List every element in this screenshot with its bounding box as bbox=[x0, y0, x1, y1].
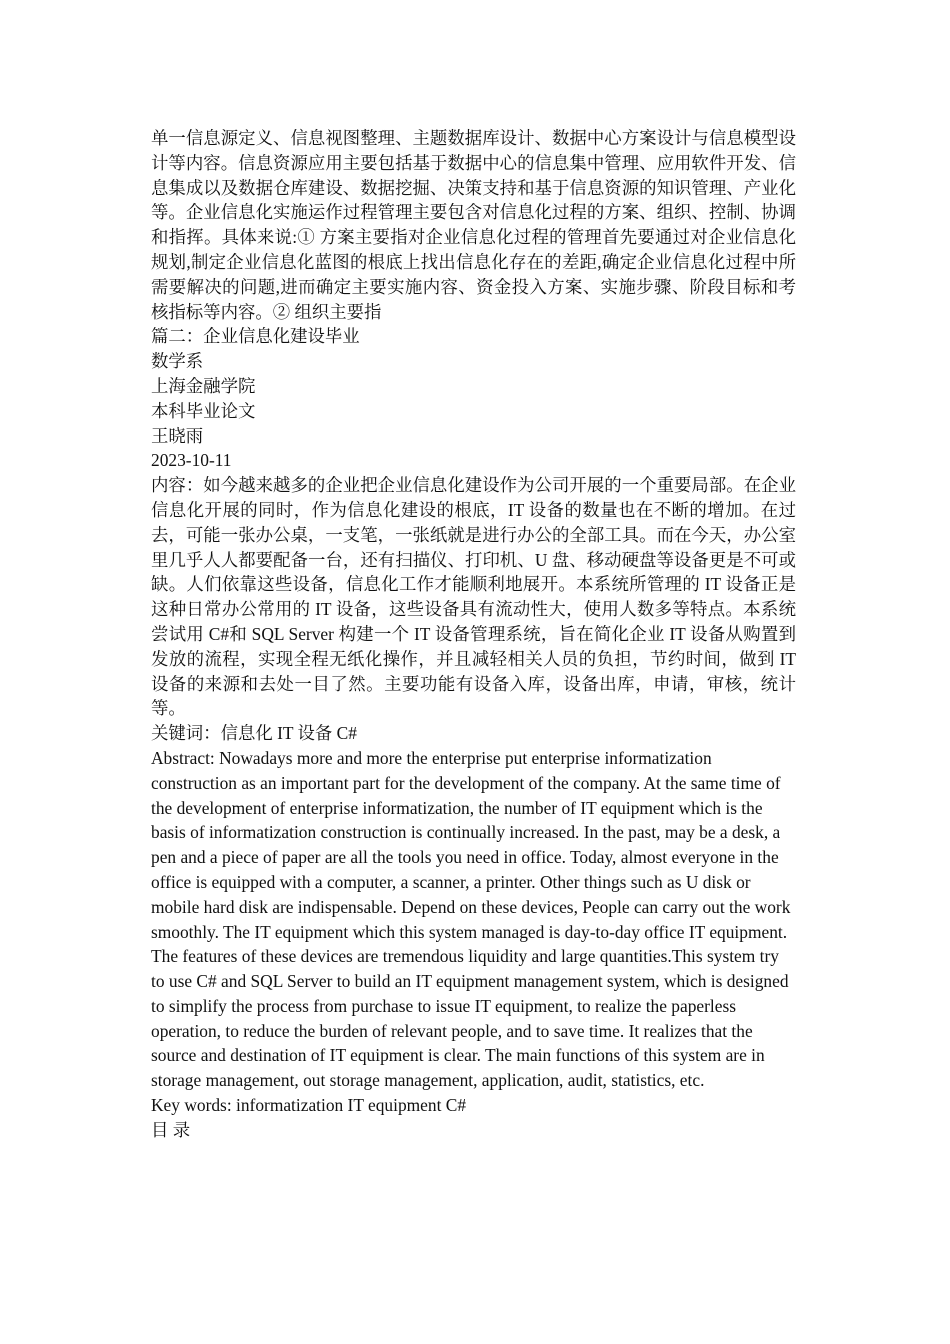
keywords-chinese: 关键词：信息化 IT 设备 C# bbox=[151, 723, 357, 744]
toc-heading: 目 录 bbox=[151, 1119, 191, 1140]
section-title: 篇二：企业信息化建设毕业 bbox=[151, 326, 360, 347]
intro-paragraph: 单一信息源定义、信息视图整理、主题数据库设计、数据中心方案设计与信息模型设计等内容。信息资源应用主要包括基于数据中心的信息集中管理、应用软件开发、信息集成以及数据仓库建设、数据挖掘、决策支持和基于信息资源的知识管理、产业化等。企业信息化实施运作过程管理主要包含对信息化过程的方案、组织、控制、协调和指挥。具体来说:① 方案主要指对企业信息化过程的管理首先要通过对企业信息化规划,制定企业信息化蓝图的根底上找出信息化存在的差距,确定企业信息化过程中所需要解决的问题,进而确定主要实施内容、资金投入方案、实施步骤、阶段目标和考核指标等内容。② 组织主要指 bbox=[151, 128, 796, 322]
document-page bbox=[151, 126, 796, 1143]
abstract-english: Abstract: Nowadays more and more the enterprise put enterprise informatization construction as an important part for the development of the company. At the same time of the development of enterprise informatization, the number of IT equipment which is the basis of informatization construction is continually increased. In the past, may be a desk, a pen and a piece of paper are all the tools you need in office. Today, almost everyone in the office is equipped with a computer, a scanner, a printer. Other things such as U disk or mobile hard disk are indispensable. Depend on these devices, People can carry out the work smoothly. The IT equipment which this system managed is day-to-day office IT equipment. The features of these devices are tremendous liquidity and large quantities.This system try to use C# and SQL Server to build an IT equipment management system, which is designed to simplify the process from purchase to issue IT equipment, to realize the paperless operation, to reduce the burden of relevant people, and to save time. It realizes that the source and destination of IT equipment is clear. The main functions of this system are in storage management, out storage management, application, audit, statistics, etc. bbox=[151, 747, 791, 1091]
thesis-type: 本科毕业论文 bbox=[151, 400, 256, 421]
keywords-english: Key words: informatization IT equipment C# bbox=[151, 1095, 467, 1116]
university: 上海金融学院 bbox=[151, 375, 256, 396]
author: 王晓雨 bbox=[151, 425, 204, 446]
date: 2023-10-11 bbox=[151, 450, 232, 471]
department: 数学系 bbox=[151, 351, 204, 372]
abstract-chinese: 内容：如今越来越多的企业把企业信息化建设作为公司开展的一个重要局部。在企业信息化开展的同时，作为信息化建设的根底，IT 设备的数量也在不断的增加。在过去，可能一张办公桌，一支笔，一张纸就是进行办公的全部工具。而在今天，办公室里几乎人人都要配备一台，还有扫描仪、打印机、U 盘、移动硬盘等设备更是不可或缺。人们依靠这些设备，信息化工作才能顺利地展开。本系统所管理的 IT 设备正是这种日常办公常用的 IT 设备，这些设备具有流动性大，使用人数多等特点。本系统尝试用 C#和 SQL Server 构建一个 IT 设备管理系统，旨在简化企业 IT 设备从购置到发放的流程，实现全程无纸化操作，并且减轻相关人员的负担，节约时间，做到 IT 设备的来源和去处一目了然。主要功能有设备入库，设备出库，申请，审核，统计等。 bbox=[151, 475, 796, 719]
